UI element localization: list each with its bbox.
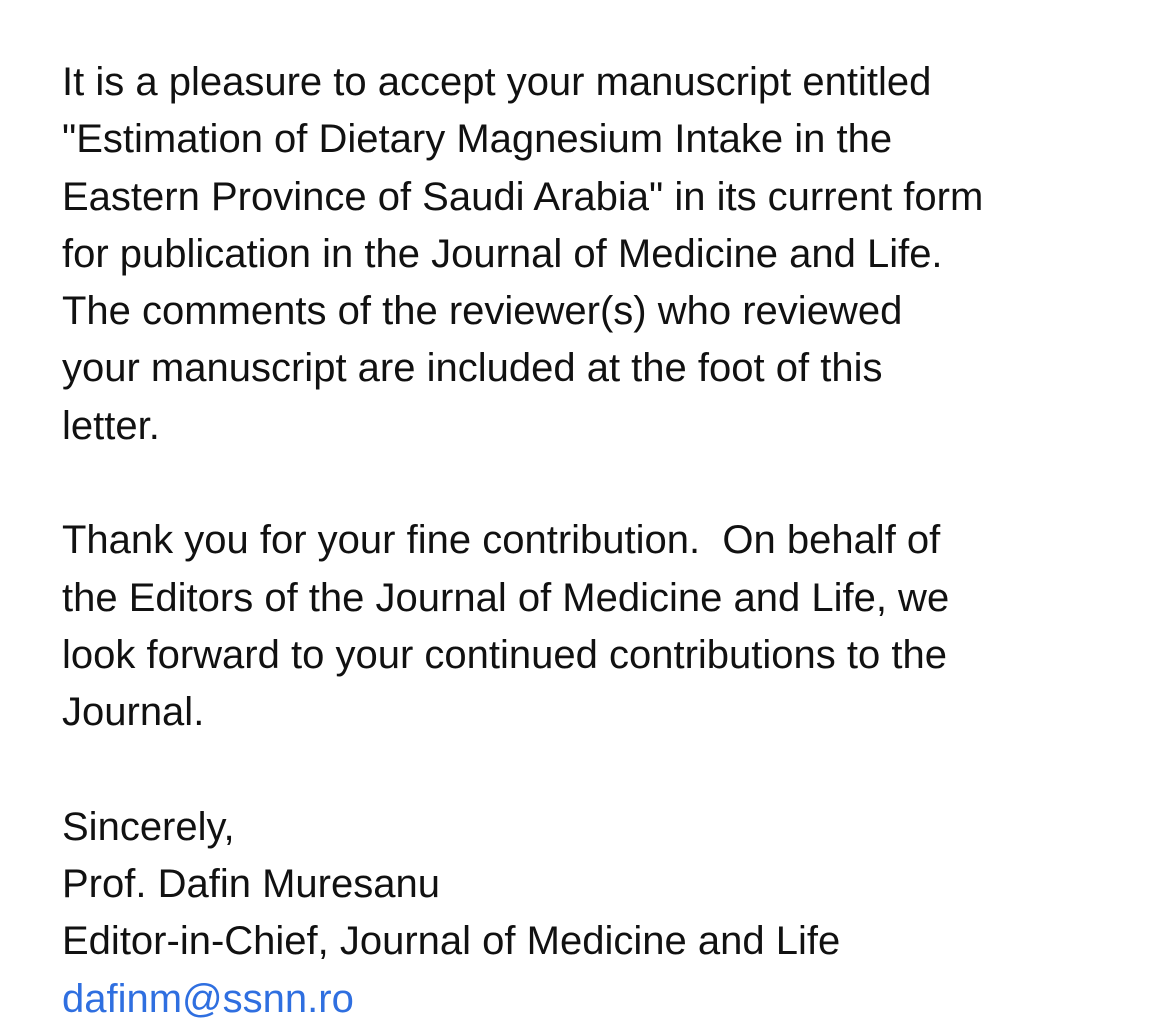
text-line: look forward to your continued contributions to the (62, 632, 947, 677)
signature-block (62, 799, 1152, 1028)
paragraph-spacer (62, 742, 1152, 799)
text-line: for publication in the Journal of Medicine and Life. (62, 231, 943, 276)
text-line: The comments of the reviewer(s) who reviewed (62, 289, 903, 334)
text-line: It is a pleasure to accept your manuscript entitled (62, 60, 932, 104)
text-line: letter. (62, 403, 160, 448)
signature-closing: Sincerely, (62, 804, 235, 849)
signature-name: Prof. Dafin Muresanu (62, 862, 440, 907)
text-line: the Editors of the Journal of Medicine and Life, we (62, 575, 950, 620)
text-line: "Estimation of Dietary Magnesium Intake in the (62, 117, 893, 162)
acceptance-paragraph (62, 54, 1152, 455)
thanks-paragraph (62, 512, 1152, 741)
text-line: Journal. (62, 690, 205, 735)
text-line: Eastern Province of Saudi Arabia" in its current form (62, 174, 984, 219)
text-line: your manuscript are included at the foot of this (62, 346, 883, 391)
signature-title: Editor-in-Chief, Journal of Medicine and Life (62, 919, 841, 964)
email-message-body (62, 54, 1152, 1028)
paragraph-spacer (62, 455, 1152, 512)
text-line: Thank you for your fine contribution. On behalf of (62, 518, 941, 563)
signature-email-link[interactable]: dafinm@ssnn.ro (62, 976, 354, 1021)
